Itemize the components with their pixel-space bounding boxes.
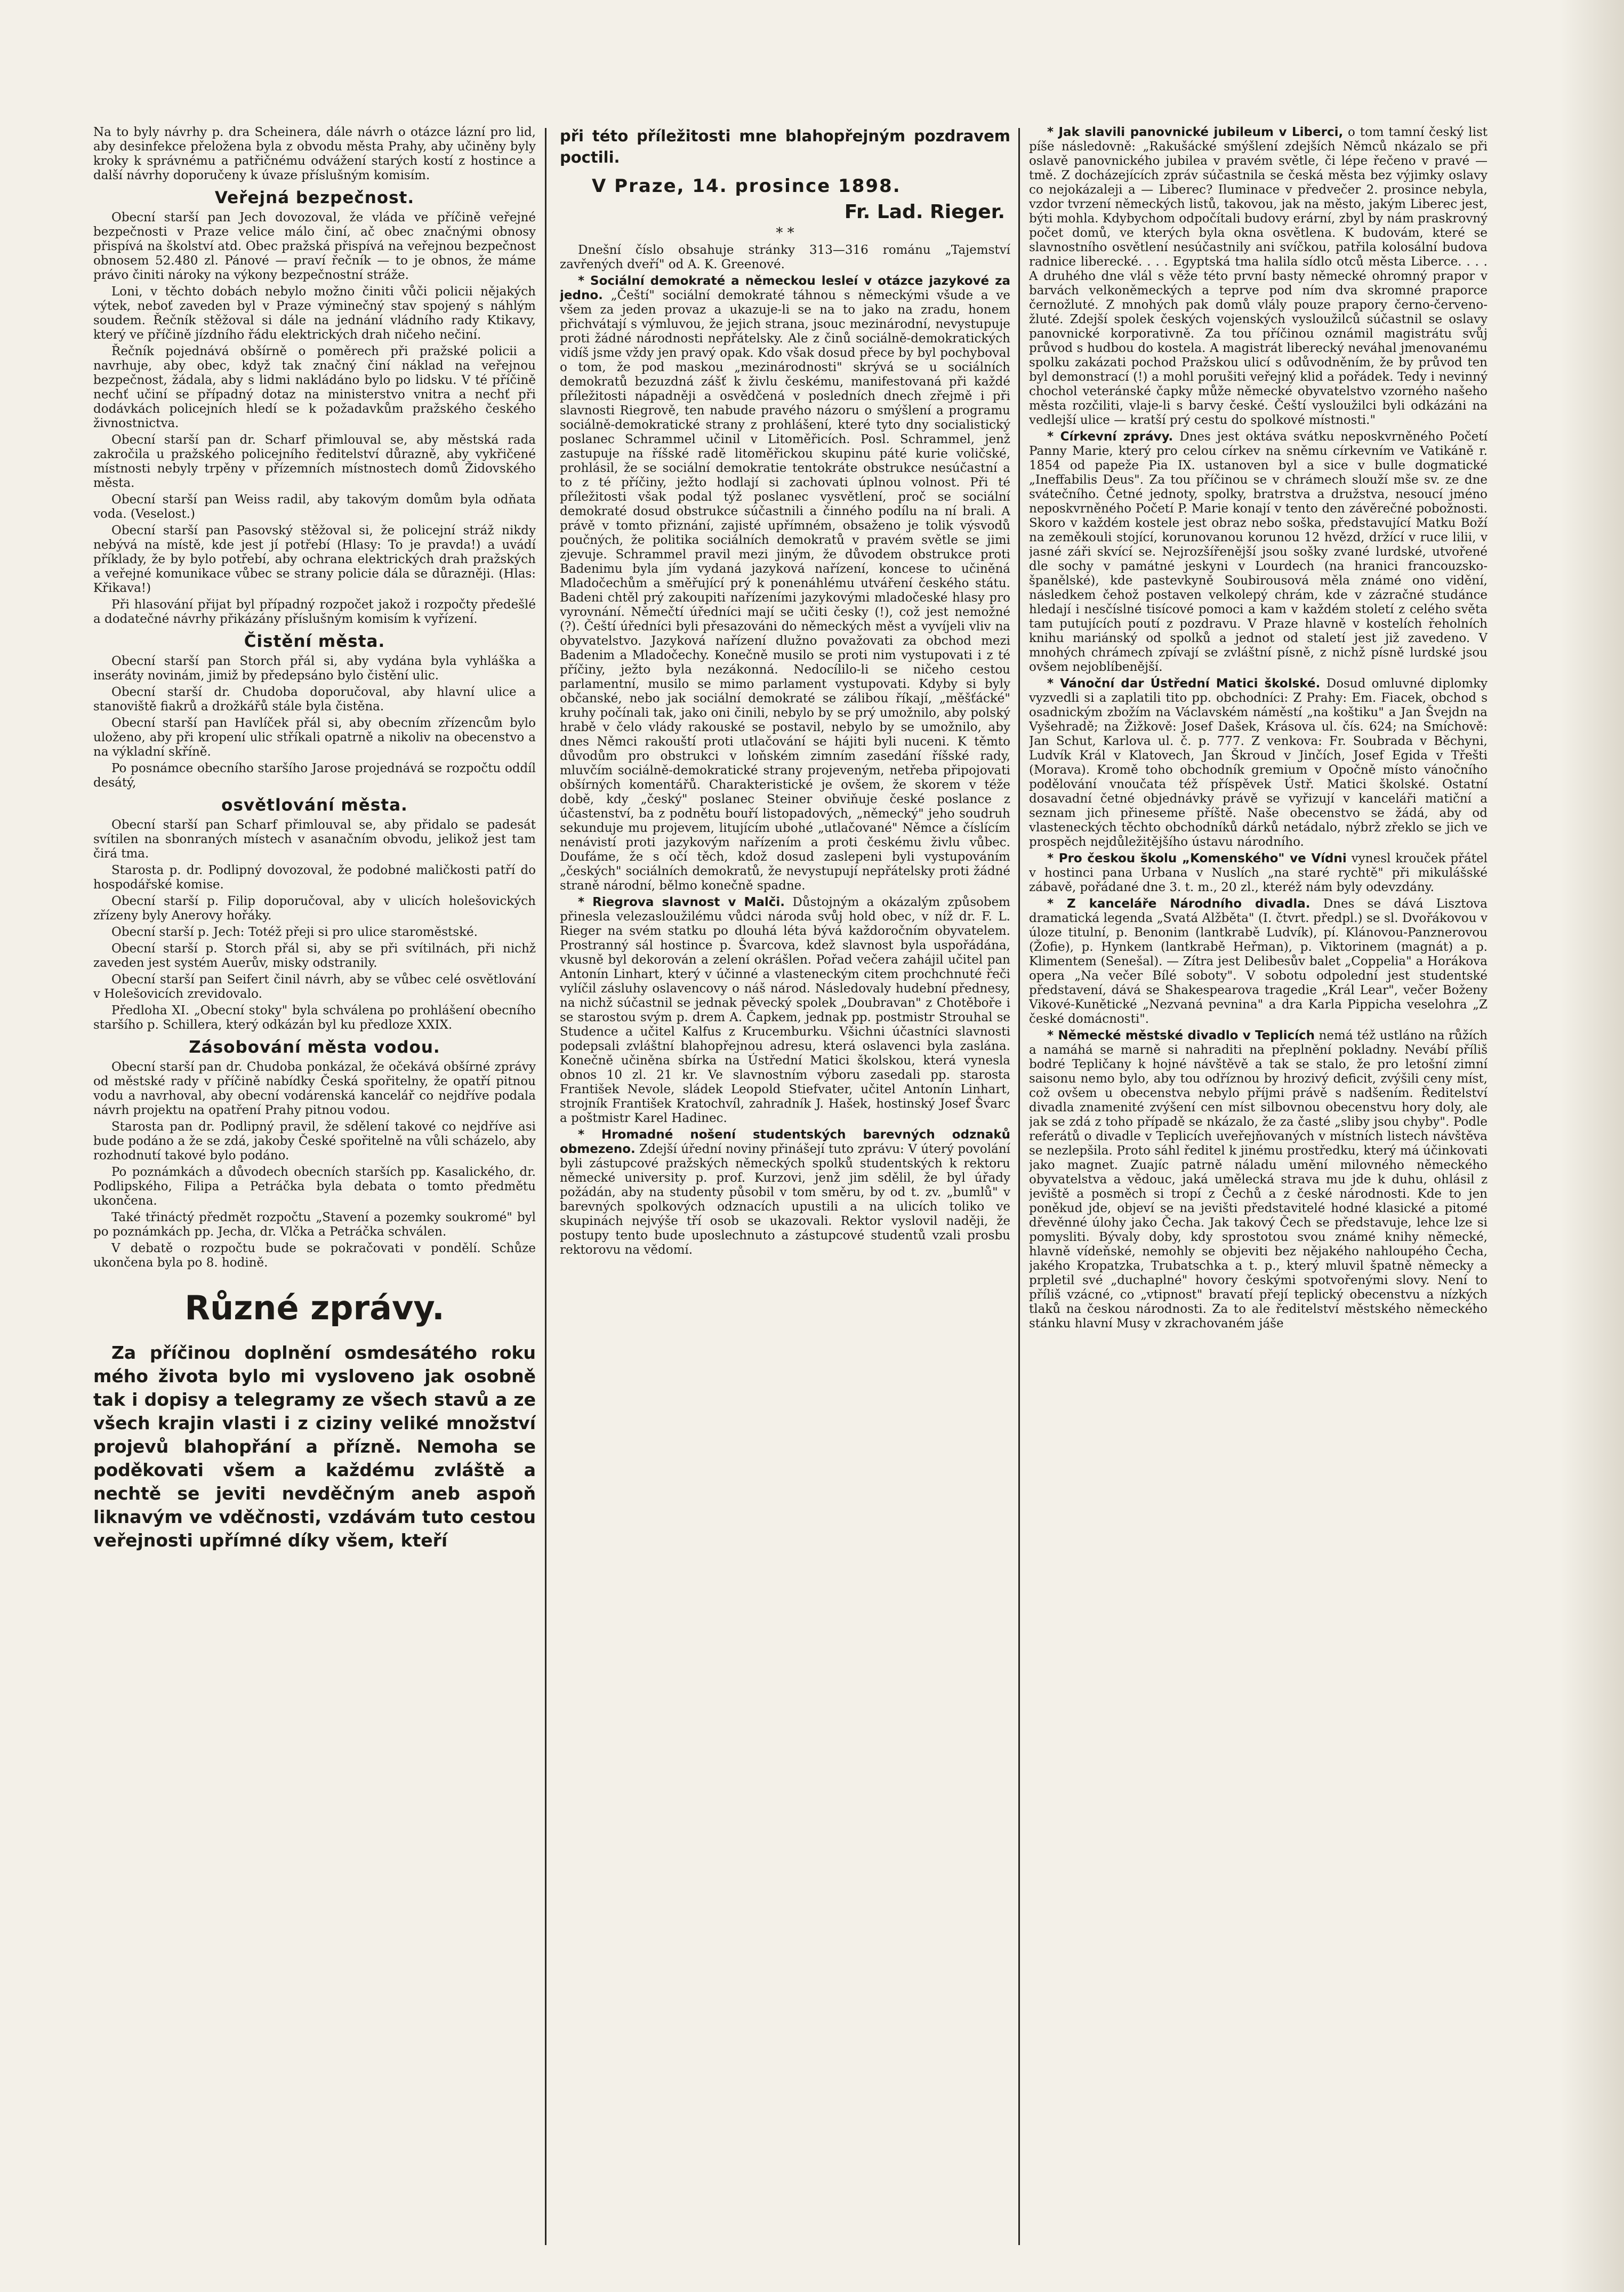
signature-name: Fr. Lad. Rieger. [844,201,1005,223]
section-heading: Čistění města. [244,632,385,651]
paragraph: Při hlasování přijat byl případný rozpočet jakož i rozpočty předešlé a dodatečné návrhy přikázány příslušným komisím k vyřízení. [93,598,536,626]
article-text: „Čeští" sociální demokraté táhnou s německými všude a ve všem za jeden provaz a ukazuje-li se na to jako na zradu, honem přichvátají s výmluvou, že jejich strana, jsouc mezinárodní, nevystupuje proti žádné národnosti nepřátelsky. Ale z činů sociálně-demokratických vidíš jsme vždy jen pravý opak. Kdo však dosud přece by byl pochyboval o tom, že pod maskou „mezinárodnosti" skrývá se u sociálních demokratů bezuzdná zášť k živlu českému, manifestovaná při každé příležitosti nápadněji a osvědčená v posledních dnech zřejmě i při slavnosti Riegrově, ten nabude pravého názoru o smýšlení a programu sociálně-demokratické strany z prohlášení, které tyto dny socialistický poslanec Schrammel učinil v Litoměřicích. Posl. Schrammel, jenž zastupuje na říšské radě litoměřickou skupinu páté kurie voličské, prohlásil, že se sociální demokratie tentokráte obstrukce nesúčastní a to z té příčiny, ježto hodlají si zachovati úplnou volnost. Při té příležitosti však podal týž poslanec vysvětlení, proč se sociální demokraté dosud obstrukce súčastnili a činného podílu na ní brali. A právě v tomto přiznání, zajisté upřímném, obsaženo je tolik výsvodů poučných, že politika sociálních demokratů v pravém světle se jimi zjevuje. Schrammel pravil mezi jiným, že důvodem obstrukce proti Badenimu byla jím vydaná jazyková nařízení, koncese to učiněná Mladočechům a směřující prý k ponenáhlému utváření českého státu. Badeni chtěl prý zakoupiti nařízeními jazykovými mladočeské hlasy pro vyrovnání. Němečtí úředníci mají se učiti česky (!), což jest nemožné (?). Čeští úředníci byli přesazováni do německých měst a vyvíjeli vliv na obyvatelstvo. Jazyková nařízení dlužno považovati za obchod mezi Badenim a Mladočechy. Konečně musilo se proti nim vystupovati i z té příčiny, ježto byla nezákonná. Nedocílilo-li se ničeho cestou parlamentní, musilo se mimo parlament vystupovati. Kdyby si byly občanské, nebo jak sociální demokraté se zálibou říkají, „měšťácké" kruhy počínali tak, jako oni činili, nebylo by se prý umožnilo, aby polský hrabě v čelo vlády rakouské se postavil, nebylo by se umožnilo, aby dnes Němci rakouští proti utlačování se hájiti byli nuceni. K těmto důvodům pro obstrukci v loňském zimním zasedání říšské rady, mluvčím sociálně-demokratické strany projeveným, netřeba připojovati obšírných komentářů. Charakteristické je ovšem, že skorem v téže době, kdy „český" poslanec Steiner obviňuje české poslance z účastenství, ba z podnětu bouří listopadových, „německý" jeho soudruh sekunduje mu projevem, litujícím ubohé „utlačované" Němce a číslícím nenávistí proti jazykovým nařízením a proti českému živlu vůbec. Doufáme, že s očí těch, kdož dosud zaslepeni byli vystupováním „českých" sociálních demokratů, že nevystupují nepřátelsky proti žádné straně národní, bělmo konečně spadne. [560,288,1010,893]
article-heading: * Z kanceláře Národního divadla. [1047,897,1311,911]
column-middle [560,125,1010,2253]
article-text: Dnes jest oktáva svátku neposkvrněného Početí Panny Marie, který pro celou církev na sněmu církevním ve Vatikáně r. 1854 od papeže Pia IX. ustanoven byl a sice v bulle dogmatické „Ineffabilis Deus". Za tou příčinou se v chrámech slouží mše sv. ze dne svátečního. Četné jednoty, spolky, bratrstva a družstva, nesoucí jméno neposkvrněného Početí P. Marie konají v tento den závěrečné pobožnosti. Skoro v každém kostele jest obraz nebo soška, představující Matku Boží na zeměkouli stojící, korunovanou korunou 12 hvězd, držící v ruce lilii, v jasné záři skvící se. Nejrozšířenější jsou sošky zvané lurdské, utvořené dle sochy v památné jeskyni v Lourdech (na hranici francouzsko-španělské), kde pastevkyně Soubirousová měla známé ono vidění, následkem čehož postaven velkolepý chrám, kde v zázračné studánce hledají i nesčíslné tisícové pomoci a kam v každém století z celého světa tam putujících poutí z pozdravu. V Praze hlavně v kostelích řeholních knihu mariánský od spolků a jednot od staletí jest již zavedeno. V mnohých chrámech zpívají se zvláštní písně, z nichž písně lurdské jsou ovšem nejoblíbenější. [1029,430,1488,674]
paragraph: Obecní starší pan Storch přál si, aby vydána byla vyhláška a inseráty novinám, jimiž by předepsáno bylo čistění ulic. [93,654,536,683]
paragraph: Loni, v těchto dobách nebylo možno činiti vůči policii nějakých výtek, neboť zaveden byl v Praze výminečný stav spojený s náhlým soudem. Řečník stěžoval si dále na jednání vládního rady Ktikavy, který ve příčině jízdního řádu elektrických drah ničeho nečiní. [93,285,536,342]
article-text: nemá též ustláno na růžích a namáhá se marně si nahraditi na přeplnění pokladny. Nevábí příliš bodré Tepličany k hojné návštěvě a tak se stalo, že pro letošní zimní saisonu nemo bylo, aby tou odříznou by hrozivý deficit, zvýšili ceny míst, což ovšem u obecenstva nebylo příjmi právě s nadšením. Ředitelství divadla znamenité zvýšení cen míst silbovnou obecenstvu hory doly, ale jak se zdá z toho případě se nkázalo, že za časté „sliby jsou chyby". Podle referátů o divadle v Teplicích uveřejňovaných v místních listech návštěva se nezlepšila. Proto sáhl ředitel k jinému prostředku, který má účinkovati jako magnet. Zuajíc patrně náladu umění milovného německého obyvatelstva a vědouc, jaká umělecká strava mu jde k duhu, ohlásil z jeviště a posměch si tropí z Čechů a z české národnosti. Kde to jen poněkud jde, objeví se na jevišti představitelé hodné klasické a pitomé dřevěnné úlohy jako Čecha. Jak takový Čech se představuje, lehce lze si pomysliti. Bývaly doby, kdy sprostotou svou známé knihy německé, hlavně vídeňské, nemohly se objeviti bez nějakého nahloupého Čecha, jakého Kropatzka, Trubatschka a t. p., který mluvil špatně německy a prpletil své „duchaplné" hovory českými spotvořenými slovy. Není to příliš vzácné, co „vtipnost" bravatí přejí teplický obecenstvu a nízkých tlaků na českou národnosti. Za to ale ředitelství městského německého stánku hlavní Musy v zkrachovaném jáše [1029,1029,1488,1331]
paragraph: Obecní starší p. Storch přál si, aby se při svítilnách, při nichž zaveden jest systém Auerův, misky odstranily. [93,942,536,970]
paragraph: Předloha XI. „Obecní stoky" byla schválena po prohlášení obecního staršího p. Schillera, který odkázán byl ku předloze XXIX. [93,1004,536,1032]
dateline: V Praze, 14. prosince 1898. [592,175,901,197]
paragraph: Řečník pojednává obšírně o poměrech při pražské policii a navrhuje, aby obec, když tak značný činí náklad na veřejnou bezpečnost, žádala, aby s lidmi nakládáno bylo po lidsku. V té příčině nechť učiní se případný dotaz na ministerstvo vnitra a nechť při dodávkách policejních hledí se k požadavkům pražského českého živnostnictva. [93,344,536,430]
section-title-razne-zpravy: Různé zprávy. [184,1288,445,1327]
section-heading: Veřejná bezpečnost. [214,188,415,207]
section-heading: osvětlování města. [221,796,408,815]
article-heading: * Vánoční dar Ústřední Matici školské. [1047,677,1321,691]
article-heading: * Sociální demokraté a německou lesleí v otázce jazykové za jedno. [560,274,1010,302]
separator-stars: * * [776,225,794,241]
paragraph: Starosta p. dr. Podlipný dovozoval, že podobné maličkosti patří do hospodářské komise. [93,863,536,892]
article-text: Dnes se dává Lisztova dramatická legenda „Svatá Alžběta" (I. čtvrt. předpl.) se sl. Dvořákovou v úloze titulní, p. Benonim (lantkrabě Ludvík), pí. Klánovou-Panznerovou (Žofie), p. Hynkem (lantkrabě Heřman), p. Viktorinem (magnát) a p. Klimentem (Senešal). — Zítra jest Delibesův balet „Coppelia" a Horákova opera „Na večer Bílé soboty". V sobotu odpolední jest studentské představení, dává se Shakespearova tragedie „Král Lear", večer Boženy Vikové-Kunětické „Nezvaná pevnina" a dra Karla Pippicha veselohra „Z české domácnosti". [1029,897,1488,1026]
paragraph: Dnešní číslo obsahuje stránky 313—316 románu „Tajemství zavřených dveří" od A. K. Greenové. [560,243,1010,271]
column-rule [1018,128,1020,2245]
paragraph: Obecní starší p. Filip doporučoval, aby v ulicích holešovických zřízeny byly Anerovy hořáky. [93,894,536,923]
column-rule [545,128,546,2245]
paragraph: Na to byly návrhy p. dra Scheinera, dále návrh o otázce lázní pro lid, aby desinfekce přeložena byla z obvodu města Prahy, aby učiněny byly kroky k správnému a patřičnému odvážení starých kostí z hostince a další návrhy doporučeny k úvaze příslušným komisím. [93,125,536,182]
rieger-thanks-continued: při této příležitosti mne blahopřejným pozdravem poctili. [560,127,1010,166]
paragraph: Po poznámkách a důvodech obecních starších pp. Kasalického, dr. Podlipského, Filipa a Petráčka byla debata o tomto předmětu ukončena. [93,1165,536,1208]
article-heading: * Církevní zprávy. [1047,430,1173,444]
paragraph: Obecní starší pan dr. Scharf přimlouval se, aby městská rada zakročila u pražského policejního ředitelství důrazně, aby vykřičené místnosti nebyly trpěny v přízemních místnostech domů Židovského města. [93,433,536,490]
paragraph: V debatě o rozpočtu bude se pokračovati v pondělí. Schůze ukončena byla po 8. hodině. [93,1241,536,1270]
article-text: Zdejší úřední noviny přinášejí tuto zprávu: V úterý povolání byli zástupcové pražských německých spolků studentských k rektoru německé university p. prof. Kurzovi, jenž jim sdělil, že byl úřady požádán, aby na studenty působil v tom směru, by od t. zv. „bumlů" v barevných spolkových odznacích upustili a na ulicích toliko ve skupinách nejvýše tří osob se ukazovali. Rektor vyslovil naději, že postupy tento bude uposlechnuto a zástupcové studentů vzali prosbu rektorovu na vědomí. [560,1142,1010,1257]
article-text: Důstojným a okázalým způsobem přinesla velezasloužilému vůdci národa svůj hold obec, v níž dr. F. L. Rieger na svém statku po dlouhá léta bývá každoročním obyvatelem. Prostranný sál hostince p. Švarcova, kdež slavnost byla uspořádána, vkusně byl dekorován a zelení okrášlen. Pořad večera zahájil učitel pan Antonín Linhart, který v účinné a vlasteneckým citem prochchnuté řeči vylíčil zásluhy oslavencovy o náš národ. Následovaly hudební přednesy, na nichž súčastnil se jednak pěvecký spolek „Doubravan" z Chotěboře i se starostou svým p. drem A. Čapkem, jednak pp. postmistr Strouhal se Studence a učitel Kalfus z Krucemburku. Všichni účastníci slavnosti podepsali zvláštní blahopřejnou adresu, která oslavenci byla zaslána. Konečně učiněna sbírka na Ústřední Matici školskou, která vynesla obnos 10 zl. 21 kr. Ve slavnostním výboru zasedali pp. starosta František Nevole, sládek Leopold Stiefvater, učitel Antonín Linhart, strojník František Kratochvíl, zahradník J. Hašek, hostinský Josef Švarc a poštmistr Karel Hadinec. [560,895,1010,1125]
article-heading: * Hromadné nošení studentských barevných odznaků obmezeno. [560,1128,1010,1156]
paragraph: Starosta pan dr. Podlipný pravil, že sdělení takové co nejdříve asi bude podáno a že se zdá, jakoby České spořitelně na vůli scházelo, aby rozhodnutí takové bylo podáno. [93,1120,536,1163]
column-left [93,125,536,2253]
paragraph: Obecní starší pan Pasovský stěžoval si, že policejní stráž nikdy nebývá na místě, kde jest jí potřebí (Hlasy: To je pravda!) a uvádí příklady, že by bylo potřebí, aby ochrana elektrických drah pražských a veřejné komunikace vůbec se strany policie dála se důrazněji. (Hlas: Křikava!) [93,524,536,595]
paragraph: Také třináctý předmět rozpočtu „Stavení a pozemky soukromé" byl po poznámkách pp. Jecha, dr. Vlčka a Petráčka schválen. [93,1211,536,1239]
column-right [1029,125,1488,2253]
article-text: o tom tamní český list píše následovně: „Rakušácké smýšlení zdejších Němců nkázalo se při oslavě panovnického jubilea v pravém světle, či lépe řečeno v pravé — tmě. Z docházejících zpráv súčastnila se česká města bez výjimky oslavy co nejokázaleji a — Liberec? Iluminace v předvečer 2. prosince nebyla, vzdor tvrzení německých listů, takovou, jak na město, jakým Liberec jest, býti mohla. Kdybychom odpočítali budovy erární, zbyl by nám praskrovný počet domů, ve kterých byla okna osvětlena. K budovám, které se slavnostního osvětlení nesúčastnily ani svíčkou, patřila kolosální budova radnice liberecké. . . . Egyptská tma halila sídlo otců města Liberce. . . . A druhého dne vlál s věže této první basty německé ohromný prapor v barvách velkoněmeckých a teprve pod ním dva skromné praporce černožluté. Z mnohých pak domů vlály pouze prapory černo-červeno-žluté. Zdejší spolek českých vojenských vysloužilců súčastnil se oslavy panovnické korporativně. Za tou příčinou oznámil magistrátu svůj průvod s hudbou do kostela. A magistrát liberecký neváhal jmenovanému spolku zakázati pochod Pražskou ulicí s odůvodněním, že by průvod ten byl demonstrací (!) a mohl porušiti veřejný klid a pořádek. Tedy i nevinný chochol veteránské čapky může německé obyvatelstvo vzorného našeho města rozčiliti, vlaje-li s barvy české. Čeští vysloužilci byli odkázáni na vedlejší ulice — kratší prý cestu do spolkové místnosti." [1029,125,1488,427]
article-heading: * Pro českou školu „Komenského" ve Vídni [1047,852,1347,865]
paragraph: Obecní starší pan Jech dovozoval, že vláda ve příčině veřejné bezpečnosti v Praze velice málo činí, ač obec značnými obnosy přispívá na školství atd. Obec pražská přispívá na veřejnou bezpečnost obnosem 52.480 zl. Pánové — praví řečník — to je obnos, že máme právo činiti nároky na výkony bezpečnostní stráže. [93,211,536,282]
paragraph: Obecní starší pan Weiss radil, aby takovým domům byla odňata voda. (Veselost.) [93,493,536,521]
article-text: Dosud omluvné diplomky vyzvedli si a zaplatili tito pp. obchodníci: Z Prahy: Em. Fiacek, obchod s osadnickým zbožím na Václavském náměstí „na koštiku" a Jan Švejdn na Vyšehradě; na Žižkově: Josef Dašek, Krásova ul. čís. 624; na Smíchově: Jan Schut, Karlova ul. č. p. 777. Z venkova: Fr. Soubrada v Běchyni, Ludvík Král v Klatovech, Jan Škroud v Jinčích, Josef Egida v Třešti (Morava). Kromě toho obchodník gremium v Opočně místo vánočního podělování vnoučata též příspěvek Ústř. Matici školské. Ostatní dosavadní četné objednávky právě se vyřizují v kanceláři matiční a seznam jich přineseme příště. Naše obecenstvo se žádá, aby od vlasteneckých těchto obchodníků dárků netádalo, nýbrž zřeklo se jich ve prospěch nejdůležitějšího ústavu národního. [1029,677,1488,849]
paragraph: Po posnámce obecního staršího Jarose projednává se rozpočtu oddíl desátý, [93,762,536,790]
article-heading: * Německé městské divadlo v Teplicích [1047,1029,1315,1043]
rieger-thanks-text: Za příčinou doplnění osmdesátého roku mého života bylo mi vysloveno jak osobně tak i dopisy a telegramy ze všech stavů a ze všech krajin vlasti i z ciziny veliké množství projevů blahopřání a přízně. Nemoha se poděkovati všem a každému zvláště a nechtě se jeviti nevděčným aneb aspoň liknavým ve vděčnosti, vzdávám tuto cestou veřejnosti upřímné díky všem, kteří [93,1342,536,1551]
paragraph: Obecní starší pan dr. Chudoba ponkázal, že očekává obšírné zprávy od městské rady v příčině nabídky Česká spořitelny, že opatří pitnou vodu a navrhoval, aby obecní vodárenská kancelář co nejdříve podala návrh projektu na opatření Prahy pitnou vodou. [93,1060,536,1117]
article-heading: * Riegrova slavnost v Malči. [578,895,785,909]
paragraph: Obecní starší p. Jech: Totéž přeji si pro ulice staroměstské. [111,925,478,939]
paragraph: Obecní starší dr. Chudoba doporučoval, aby hlavní ulice a stanoviště fiakrů a drožkářů stále byla čistěna. [93,685,536,714]
paragraph: Obecní starší pan Scharf přimlouval se, aby přidalo se padesát svítilen na sbonraných místech v asanačním obvodu, jelikož jest tam čirá tma. [93,818,536,861]
page-edge-shadow [1560,0,1624,2292]
article-heading: * Jak slavili panovnické jubileum v Liberci, [1047,125,1344,139]
article-text: vynesl krouček přátel v hostinci pana Urbana v Nuslích „na staré rychtě" při mikulášské zábavě, pořádané dne 3. t. m., 20 zl., kteréž nám byly odevzdány. [1029,852,1488,894]
paragraph: Obecní starší pan Seifert činil návrh, aby se vůbec celé osvětlování v Holešovicích zrevidovalo. [93,973,536,1001]
section-heading: Zásobování města vodou. [189,1038,440,1057]
paragraph: Obecní starší pan Havlíček přál si, aby obecním zřízencům bylo uloženo, aby při kropení ulic stříkali opatrně a nikoliv na obecenstvo a na výkladní skříně. [93,716,536,759]
